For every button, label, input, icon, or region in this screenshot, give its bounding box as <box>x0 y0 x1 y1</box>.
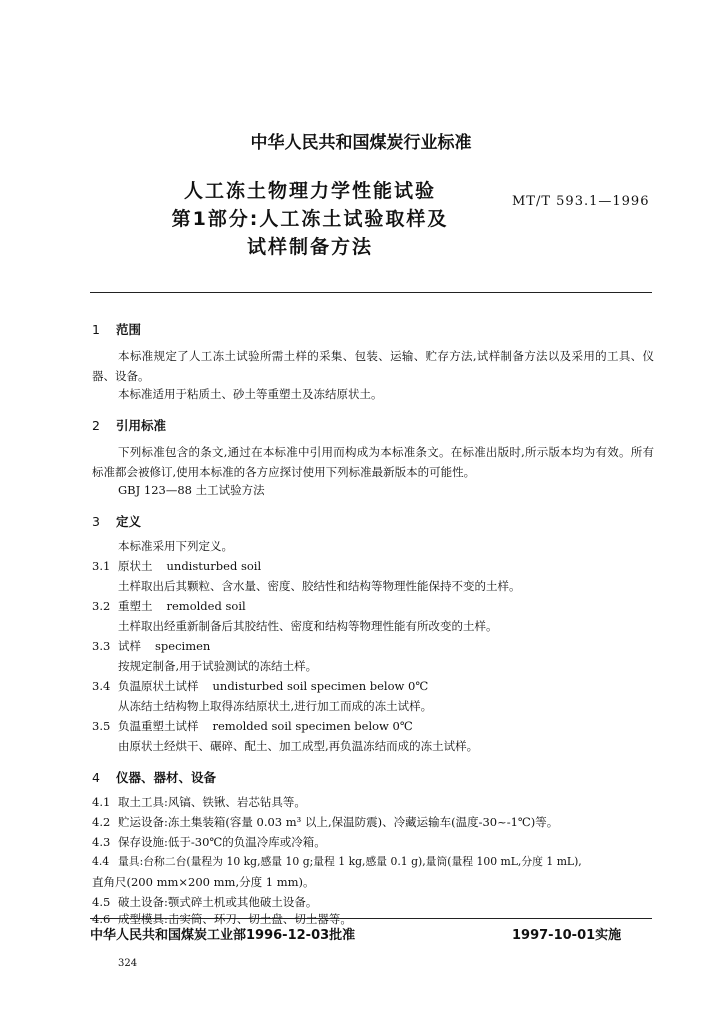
section-title: 引用标准 <box>116 418 167 433</box>
top-divider <box>90 292 652 293</box>
section-1-heading <box>92 320 141 338</box>
references-paragraph: 下列标准包含的条文,通过在本标准中引用而构成为本标准条文。在标准出版时,所示版本均为有效。所有标准都会被修订,使用本标准的各方应探讨使用下列标准最新版本的可能性。 <box>92 445 654 479</box>
title-line-3: 试样制备方法 <box>246 236 373 258</box>
definition-3-5-term: 3.5 负温重塑土试样 remolded soil specimen below 0℃ <box>92 719 413 733</box>
page-number: 324 <box>118 958 138 969</box>
definition-3-4-text: 从冻结土结构物上取得冻结原状土,进行加工而成的冻土试样。 <box>118 699 433 713</box>
equipment-item-4-4-continued: 直角尺(200 mm×200 mm,分度 1 mm)。 <box>92 875 315 889</box>
definition-3-2-term: 3.2 重塑土 remolded soil <box>92 599 246 613</box>
section-number: 4 <box>92 770 100 785</box>
section-title: 仪器、器材、设备 <box>116 770 217 785</box>
section-number: 2 <box>92 418 100 433</box>
title-line-1: 人工冻土物理力学性能试验 <box>183 180 436 202</box>
definition-3-3-text: 按规定制备,用于试验测试的冻结土样。 <box>118 659 318 673</box>
approval-date: 中华人民共和国煤炭工业部1996-12-03批准 <box>90 928 356 943</box>
effective-date: 1997-10-01实施 <box>512 928 622 943</box>
section-2-heading <box>92 416 166 434</box>
definitions-intro: 本标准采用下列定义。 <box>118 539 233 553</box>
equipment-item-4-1: 4.1 取土工具:风镐、铁锹、岩芯钻具等。 <box>92 795 306 809</box>
section-number: 1 <box>92 322 100 337</box>
definition-3-4-term: 3.4 负温原状土试样 undisturbed soil specimen below 0℃ <box>92 679 429 693</box>
equipment-item-4-3: 4.3 保存设施:低于-30℃的负温冷库或冷箱。 <box>92 835 326 849</box>
equipment-item-4-5: 4.5 破土设备:颚式碎土机或其他破土设备。 <box>92 895 318 909</box>
definition-3-2-text: 土样取出经重新制备后其胶结性、密度和结构等物理性能有所改变的土样。 <box>118 619 498 633</box>
section-3-heading <box>92 512 141 530</box>
definition-3-1-term: 3.1 原状土 undisturbed soil <box>92 559 262 573</box>
definition-3-1-text: 土样取出后其颗粒、含水量、密度、胶结性和结构等物理性能保持不变的土样。 <box>118 579 521 593</box>
issuer-header: 中华人民共和国煤炭行业标准 <box>250 133 472 153</box>
definition-3-5-text: 由原状土经烘干、碾碎、配土、加工成型,再负温冻结而成的冻土试样。 <box>118 739 479 753</box>
scope-paragraph-1: 本标准规定了人工冻土试验所需土样的采集、包装、运输、贮存方法,试样制备方法以及采用的工具、仪器、设备。 <box>92 349 654 383</box>
section-title: 定义 <box>116 514 142 529</box>
footer-divider <box>90 918 652 919</box>
scope-paragraph-2: 本标准适用于粘质土、砂土等重塑土及冻结原状土。 <box>118 387 383 401</box>
section-4-heading <box>92 768 216 786</box>
standard-code: MT/T 593.1—1996 <box>512 194 650 209</box>
definition-3-3-term: 3.3 试样 specimen <box>92 639 211 653</box>
equipment-item-4-4: 4.4 量具:台称二台(量程为 10 kg,感量 10 g;量程 1 kg,感量 0.1 g),量筒(量程 100 mL,分度 1 mL), <box>92 855 582 868</box>
equipment-item-4-6: 4.6 成型模具:击实筒、环刀、切土盘、切土器等。 <box>92 912 352 926</box>
section-number: 3 <box>92 514 100 529</box>
reference-item: GBJ 123—88 土工试验方法 <box>118 483 265 497</box>
equipment-item-4-2: 4.2 贮运设备:冻土集装箱(容量 0.03 m³ 以上,保温防震)、冷藏运输车(温度-30~-1℃)等。 <box>92 815 559 829</box>
section-title: 范围 <box>116 322 142 337</box>
title-line-2: 第1部分:人工冻土试验取样及 <box>171 208 449 230</box>
